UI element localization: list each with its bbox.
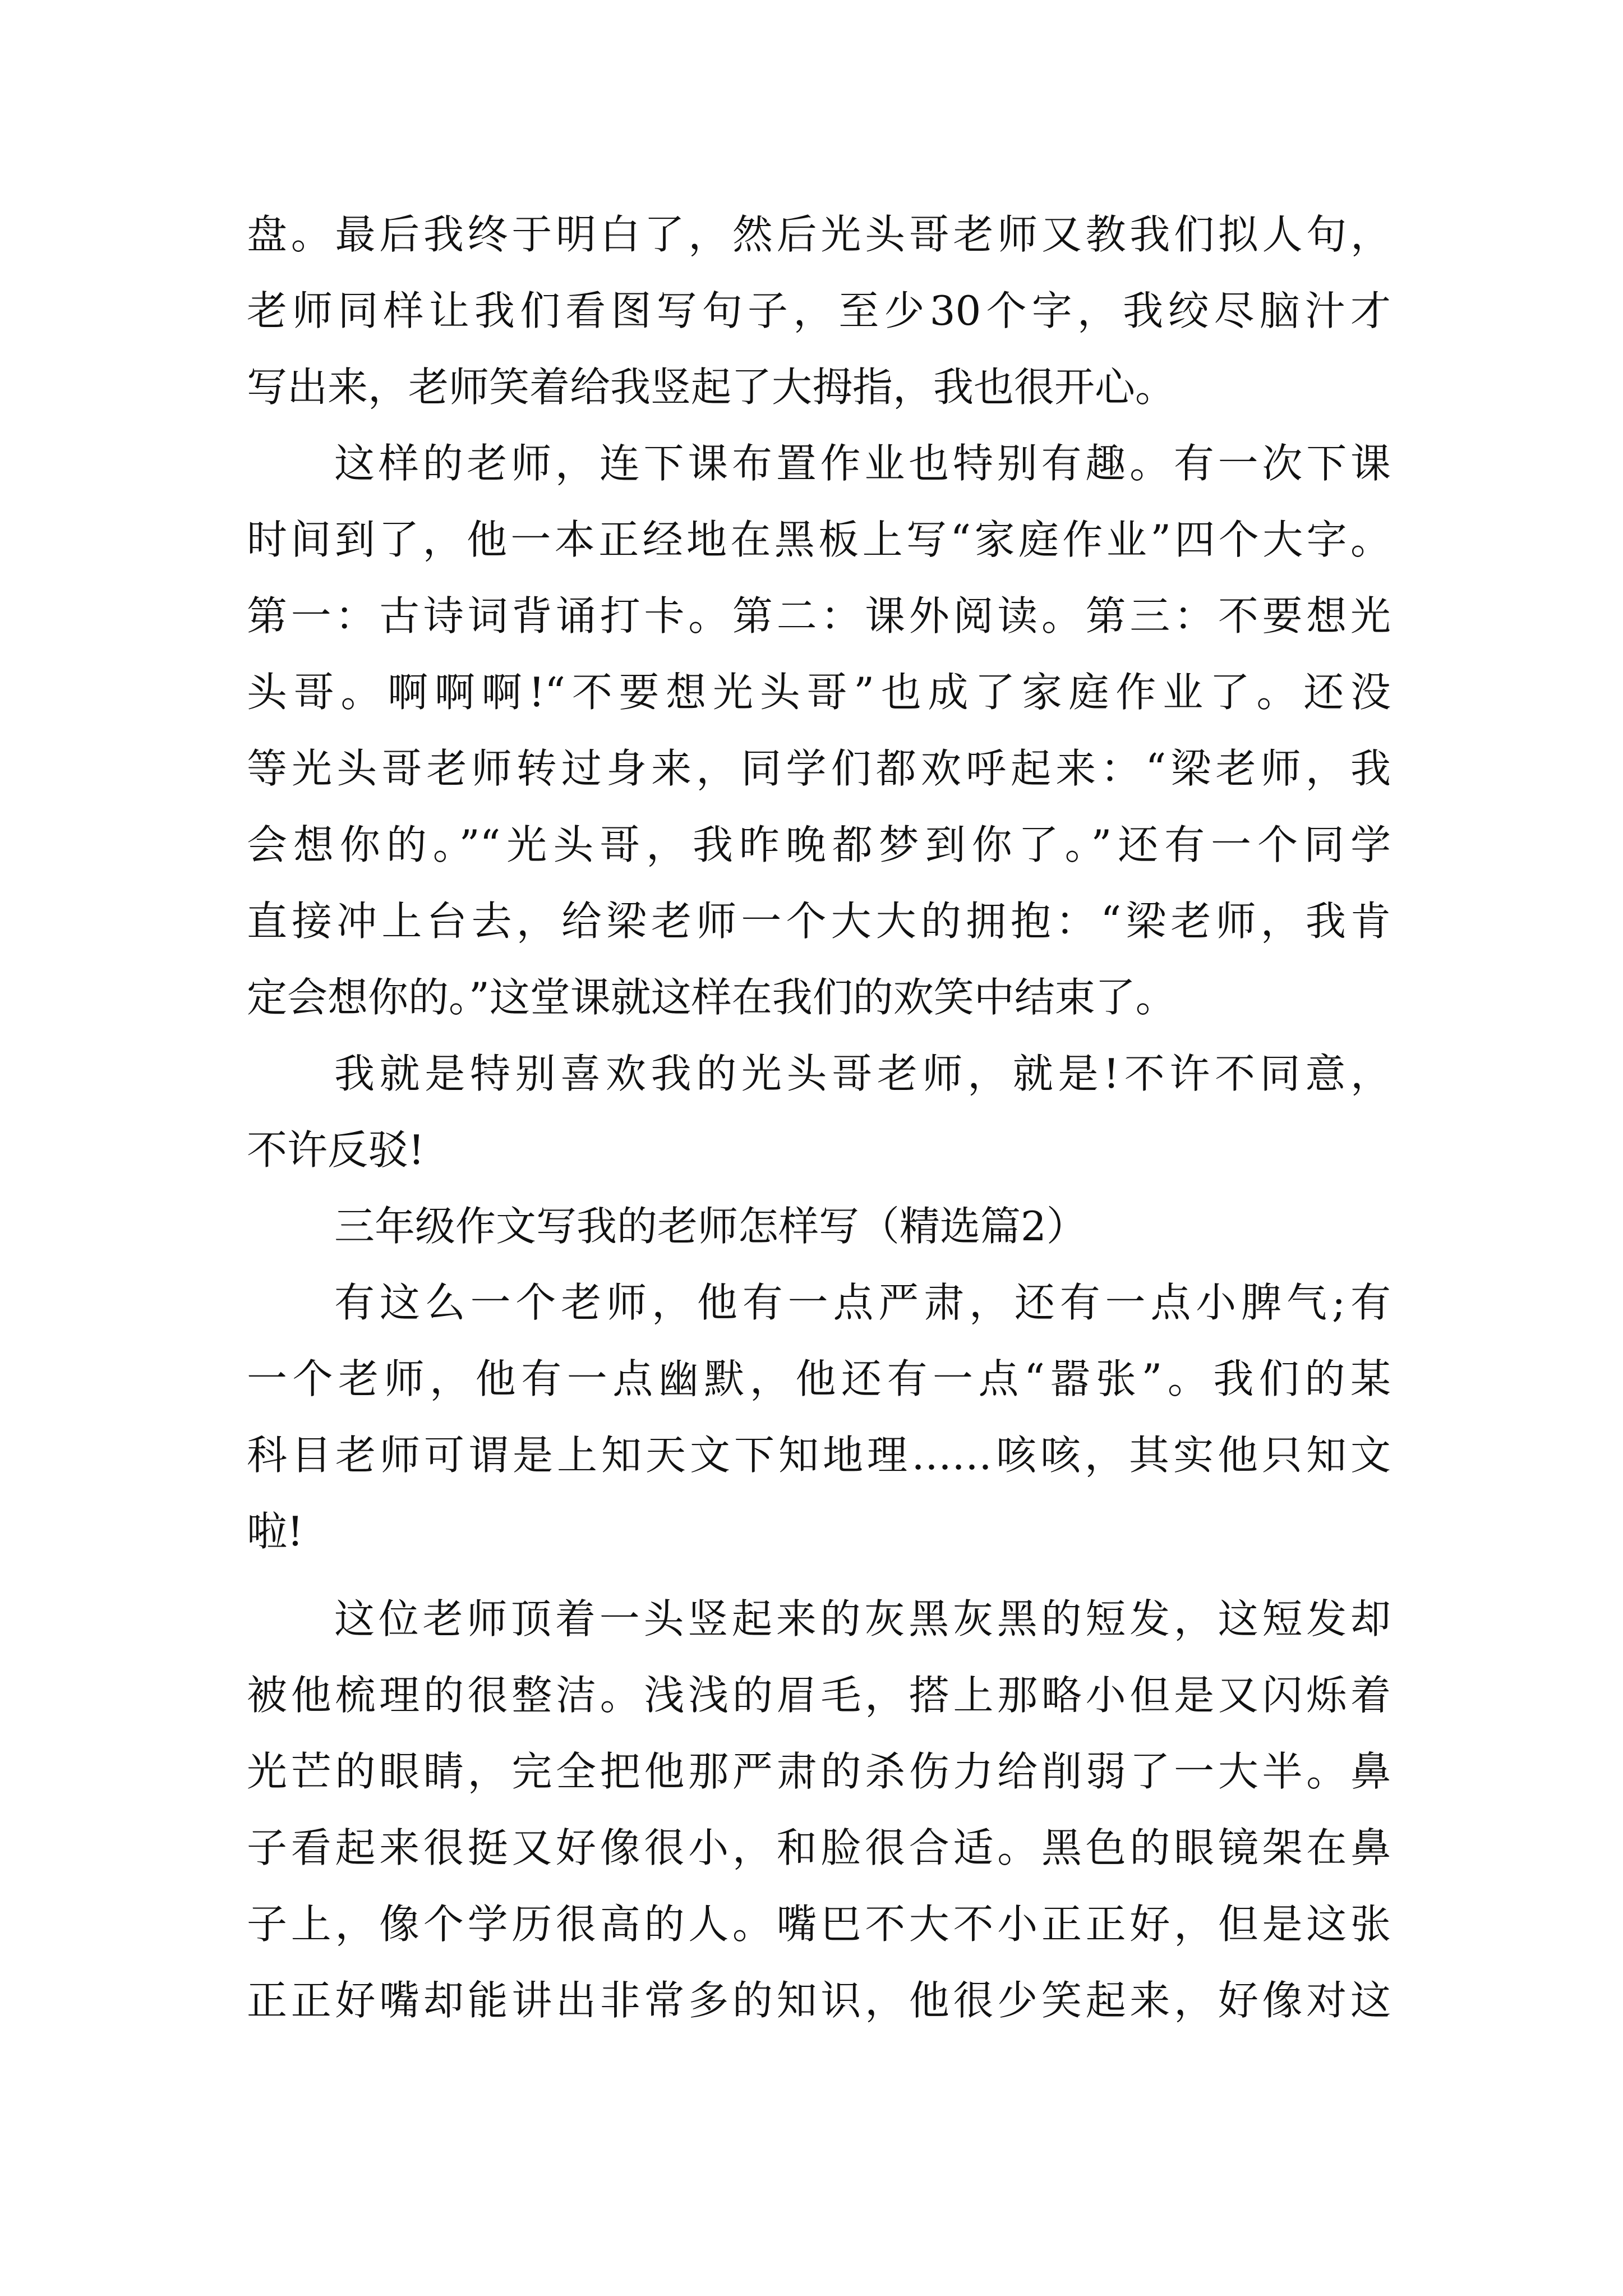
text-line: 正正好嘴却能讲出非常多的知识，他很少笑起来，好像对这 bbox=[247, 1977, 1391, 2024]
text-line: 科目老师可谓是上知天文下知地理……咳咳，其实他只知文 bbox=[247, 1432, 1391, 1479]
text-line: 不许反驳! bbox=[247, 1126, 425, 1174]
text-line: 有这么一个老师，他有一点严肃，还有一点小脾气;有 bbox=[334, 1279, 1391, 1326]
text-line: 这位老师顶着一头竖起来的灰黑灰黑的短发，这短发却 bbox=[334, 1595, 1391, 1642]
paragraph-gap bbox=[247, 1570, 1391, 1581]
text-line: 子看起来很挺又好像很小，和脸很合适。黑色的眼镜架在鼻 bbox=[247, 1824, 1391, 1871]
text-line: 直接冲上台去，给梁老师一个大大的拥抱：“梁老师，我肯 bbox=[247, 898, 1391, 945]
text-line: 头哥。啊啊啊!“不要想光头哥”也成了家庭作业了。还没 bbox=[247, 669, 1391, 716]
text-line: 这样的老师，连下课布置作业也特别有趣。有一次下课 bbox=[334, 440, 1391, 487]
text-line: 子上，像个学历很高的人。嘴巴不大不小正正好，但是这张 bbox=[247, 1901, 1391, 1948]
text-line: 老师同样让我们看图写句子，至少30个字，我绞尽脑汁才 bbox=[247, 287, 1391, 334]
text-line: 被他梳理的很整洁。浅浅的眉毛，搭上那略小但是又闪烁着 bbox=[247, 1672, 1391, 1719]
text-line: 第一：古诗词背诵打卡。第二：课外阅读。第三：不要想光 bbox=[247, 592, 1391, 639]
text-line: 光芒的眼睛，完全把他那严肃的杀伤力给削弱了一大半。鼻 bbox=[247, 1748, 1391, 1795]
text-line: 一个老师，他有一点幽默，他还有一点“嚣张”。我们的某 bbox=[247, 1355, 1391, 1402]
body-text bbox=[247, 196, 1391, 2039]
section-heading: 三年级作文写我的老师怎样写（精选篇2） bbox=[334, 1203, 1087, 1250]
text-line: 会想你的。”“光头哥，我昨晚都梦到你了。”还有一个同学 bbox=[247, 821, 1391, 868]
text-line: 等光头哥老师转过身来，同学们都欢呼起来：“梁老师，我 bbox=[247, 745, 1391, 792]
text-line: 啦! bbox=[247, 1508, 303, 1555]
text-line: 我就是特别喜欢我的光头哥老师，就是!不许不同意， bbox=[334, 1050, 1391, 1097]
text-line: 时间到了，他一本正经地在黑板上写“家庭作业”四个大字。 bbox=[247, 516, 1391, 563]
text-line: 盘。最后我终于明白了，然后光头哥老师又教我们拟人句， bbox=[247, 211, 1391, 258]
text-line: 写出来，老师笑着给我竖起了大拇指，我也很开心。 bbox=[247, 364, 1176, 411]
text-line: 定会想你的。”这堂课就这样在我们的欢笑中结束了。 bbox=[247, 974, 1176, 1021]
